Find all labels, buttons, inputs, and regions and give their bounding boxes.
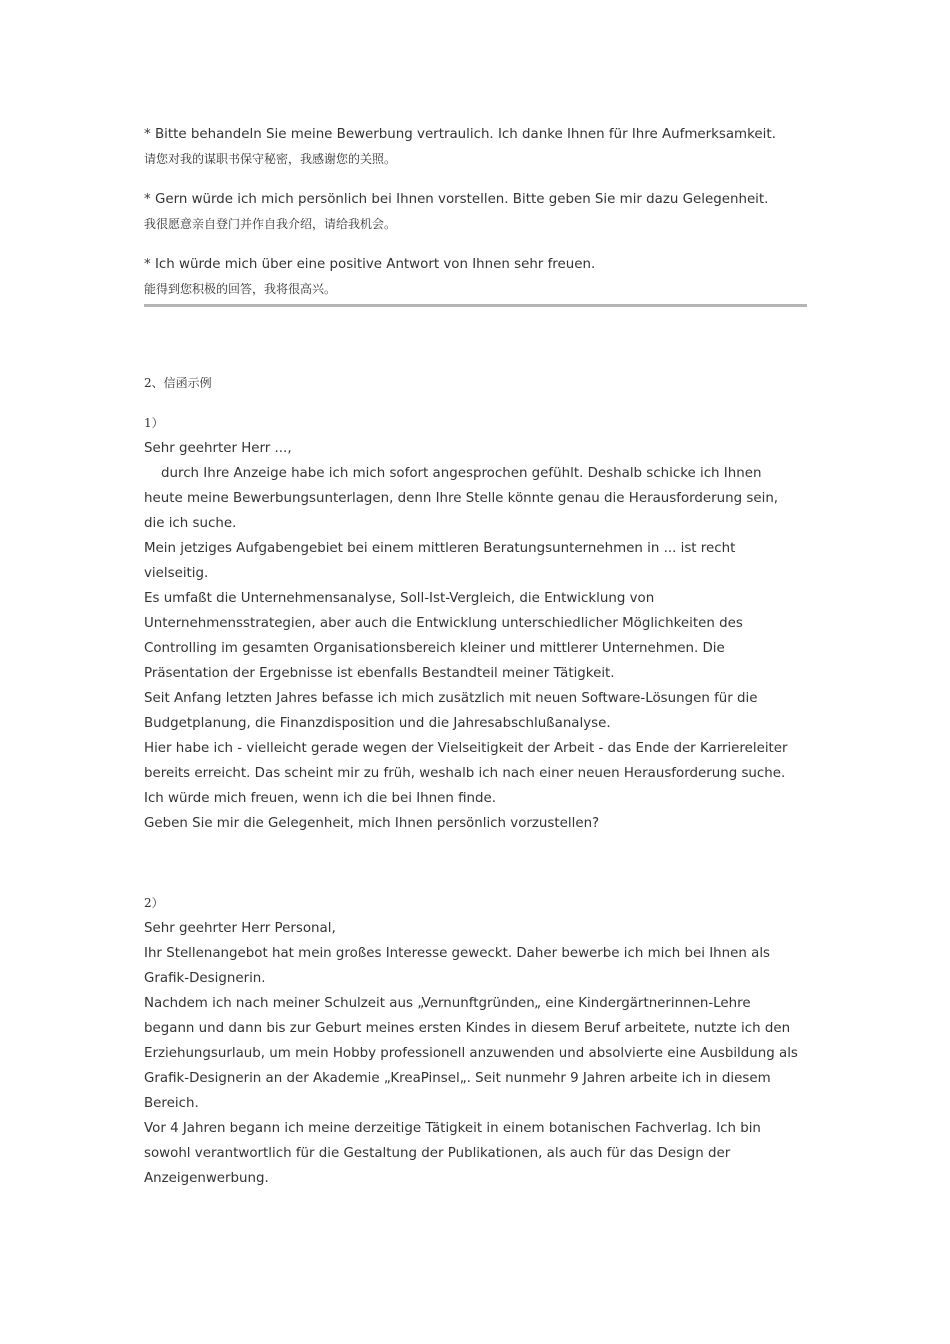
letter-line: Mein jetziges Aufgabengebiet bei einem mittleren Beratungsunternehmen in ... ist recht (144, 541, 736, 556)
letter-line: heute meine Bewerbungsunterlagen, denn Ihre Stelle könnte genau die Herausforderung sein, (144, 491, 779, 506)
letter-line: Anzeigenwerbung. (144, 1171, 269, 1186)
letter-line: Es umfaßt die Unternehmensanalyse, Soll-Ist-Vergleich, die Entwicklung von (144, 591, 655, 606)
letter-line: Grafik-Designerin. (144, 971, 266, 986)
letter-line: Hier habe ich - vielleicht gerade wegen der Vielseitigkeit der Arbeit - das Ende der Karriereleiter (144, 741, 788, 756)
letter-number: 1） (144, 416, 164, 430)
letter-line: Controlling im gesamten Organisationsbereich kleiner und mittlerer Unternehmen. Die (144, 641, 725, 656)
letter-line: Vor 4 Jahren begann ich meine derzeitige Tätigkeit in einem botanischen Fachverlag. Ich bin (144, 1121, 761, 1136)
letter-salutation: Sehr geehrter Herr ..., (144, 441, 292, 456)
phrase-chinese: 请您对我的谋职书保守秘密，我感谢您的关照。 (144, 152, 397, 166)
letter-line: Budgetplanung, die Finanzdisposition und die Jahresabschlußanalyse. (144, 716, 611, 731)
letter-line: Unternehmensstrategien, aber auch die Entwicklung unterschiedlicher Möglichkeiten des (144, 616, 743, 631)
letter-line: Seit Anfang letzten Jahres befasse ich mich zusätzlich mit neuen Software-Lösungen für die (144, 691, 758, 706)
phrase-chinese: 能得到您积极的回答，我将很高兴。 (144, 282, 337, 296)
letter-line: Ihr Stellenangebot hat mein großes Interesse geweckt. Daher bewerbe ich mich bei Ihnen als (144, 946, 771, 961)
letter-line: Grafik-Designerin an der Akademie „KreaPinsel„. Seit nunmehr 9 Jahren arbeite ich in diesem (144, 1071, 771, 1086)
phrase-german: * Bitte behandeln Sie meine Bewerbung vertraulich. Ich danke Ihnen für Ihre Aufmerksamkeit. (144, 127, 776, 142)
section-title: 2、信函示例 (144, 376, 212, 390)
phrase-item (144, 187, 809, 237)
letter-line: Ich würde mich freuen, wenn ich die bei Ihnen finde. (144, 791, 497, 806)
letter-salutation: Sehr geehrter Herr Personal, (144, 921, 336, 936)
phrase-chinese: 我很愿意亲自登门并作自我介绍，请给我机会。 (144, 217, 397, 231)
letter-line: bereits erreicht. Das scheint mir zu früh, weshalb ich nach einer neuen Herausforderung suche. (144, 766, 786, 781)
letter-line: Präsentation der Ergebnisse ist ebenfalls Bestandteil meiner Tätigkeit. (144, 666, 615, 681)
letter-line: Bereich. (144, 1096, 199, 1111)
letter-example-1 (144, 411, 809, 836)
letter-number: 2） (144, 896, 164, 910)
letter-line: begann und dann bis zur Geburt meines ersten Kindes in diesem Beruf arbeitete, nutzte ich den (144, 1021, 791, 1036)
document-content (144, 122, 809, 1191)
letter-line: vielseitig. (144, 566, 209, 581)
phrase-german: * Ich würde mich über eine positive Antwort von Ihnen sehr freuen. (144, 257, 596, 272)
letter-line: Nachdem ich nach meiner Schulzeit aus „Vernunftgründen„ eine Kindergärtnerinnen-Lehre (144, 996, 751, 1011)
letter-line: Geben Sie mir die Gelegenheit, mich Ihnen persönlich vorzustellen? (144, 816, 600, 831)
phrase-item (144, 122, 809, 172)
phrase-german: * Gern würde ich mich persönlich bei Ihnen vorstellen. Bitte geben Sie mir dazu Gelegenheit. (144, 192, 769, 207)
phrase-item (144, 252, 809, 302)
letter-line: die ich suche. (144, 516, 237, 531)
spacer (144, 836, 809, 891)
letter-line: sowohl verantwortlich für die Gestaltung der Publikationen, als auch für das Design der (144, 1146, 731, 1161)
horizontal-divider (144, 304, 807, 307)
letter-example-2 (144, 891, 809, 1191)
letter-line: Erziehungsurlaub, um mein Hobby professionell anzuwenden und absolvierte eine Ausbildung als (144, 1046, 798, 1061)
letter-line: durch Ihre Anzeige habe ich mich sofort angesprochen gefühlt. Deshalb schicke ich Ihnen (161, 466, 762, 481)
